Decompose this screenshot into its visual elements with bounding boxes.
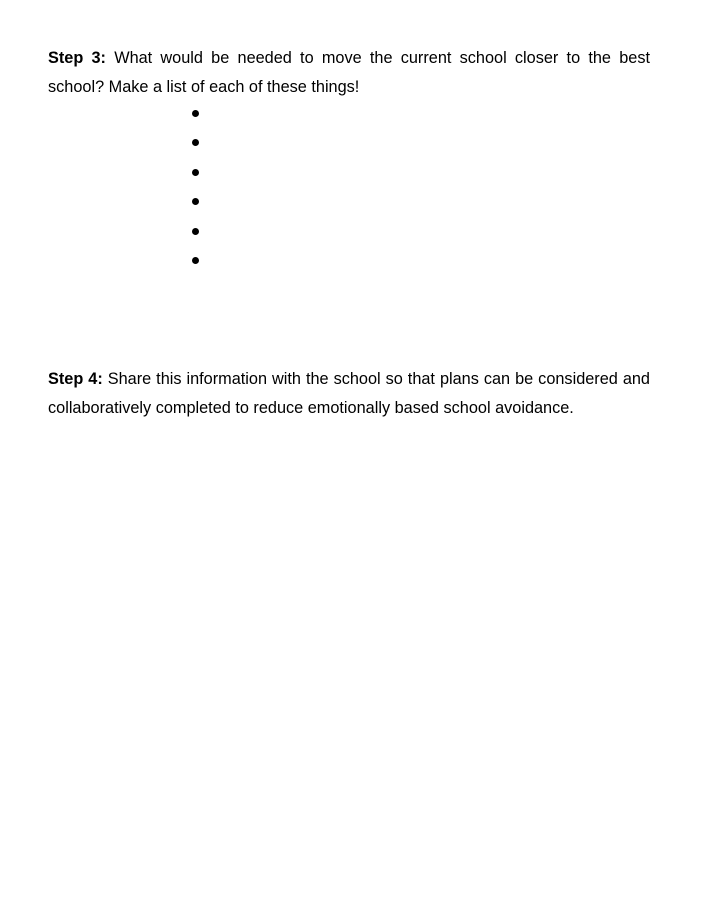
list-item — [48, 130, 650, 159]
list-item — [48, 219, 650, 248]
step-4-text: Share this information with the school so that plans can be considered and collaboratively completed to reduce emotionally based school avoidance. — [48, 370, 650, 417]
bullet-list — [48, 101, 650, 277]
list-item — [48, 101, 650, 130]
step-3-label: Step 3: — [48, 49, 106, 67]
step-4-label: Step 4: — [48, 370, 103, 389]
bullet-icon — [192, 257, 199, 264]
list-item — [48, 160, 650, 189]
list-item — [48, 189, 650, 218]
step-4-paragraph — [48, 365, 650, 422]
bullet-icon — [192, 139, 199, 146]
bullet-icon — [192, 228, 199, 235]
bullet-icon — [192, 110, 199, 117]
bullet-icon — [192, 169, 199, 176]
step-3-text: What would be needed to move the current school closer to the best school? Make a list of each of these things! — [48, 49, 650, 96]
list-item — [48, 248, 650, 277]
bullet-icon — [192, 198, 199, 205]
document-page — [48, 44, 650, 422]
step-3-paragraph — [48, 44, 650, 101]
